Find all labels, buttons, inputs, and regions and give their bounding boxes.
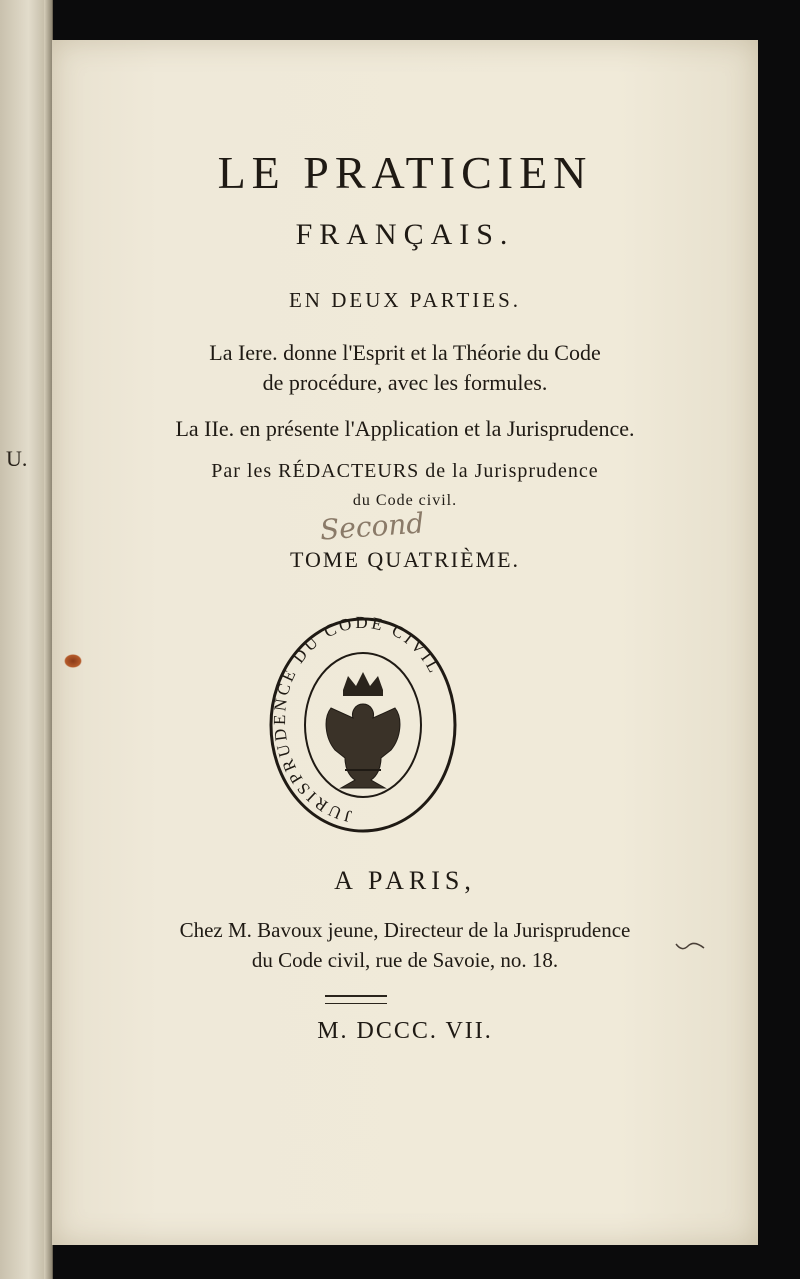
seal-text: JURISPRUDENCE DU CODE CIVIL	[269, 612, 446, 826]
crown-icon	[343, 672, 383, 690]
imprint-publisher-line-1: Chez M. Bavoux jeune, Directeur de la Jurisprudence	[179, 918, 631, 942]
title-page	[52, 40, 758, 1245]
imprint-city: A PARIS,	[334, 866, 476, 895]
stain	[64, 654, 82, 668]
book-subtitle: EN DEUX PARTIES.	[288, 288, 522, 312]
description-line-3: La IIe. en présente l'Application et la Jurisprudence.	[175, 416, 635, 441]
description-line-2: de procédure, avec les formules.	[262, 370, 548, 395]
authors-line-2: du Code civil.	[352, 492, 458, 509]
description-line-1: La Iere. donne l'Esprit et la Théorie du Code	[209, 340, 601, 365]
eagle-seal	[265, 612, 461, 838]
volume-label: TOME QUATRIÈME.	[289, 547, 521, 572]
eagle-icon	[326, 704, 400, 788]
publication-date: M. DCCC. VII.	[317, 1018, 493, 1044]
book-title: LE PRATICIEN	[217, 147, 593, 198]
handwritten-note: Second	[318, 506, 426, 547]
pencil-mark-icon	[674, 940, 706, 952]
double-rule-divider	[325, 995, 387, 1004]
imprint-publisher-line-2: du Code civil, rue de Savoie, no. 18.	[251, 948, 559, 972]
left-page-fragment: U.	[6, 446, 28, 471]
left-page	[0, 0, 53, 1279]
book-title-line2: FRANÇAIS.	[295, 218, 515, 251]
left-page-edge	[44, 0, 52, 1279]
authors-line-1: Par les RÉDACTEURS de la Jurisprudence	[211, 460, 599, 482]
